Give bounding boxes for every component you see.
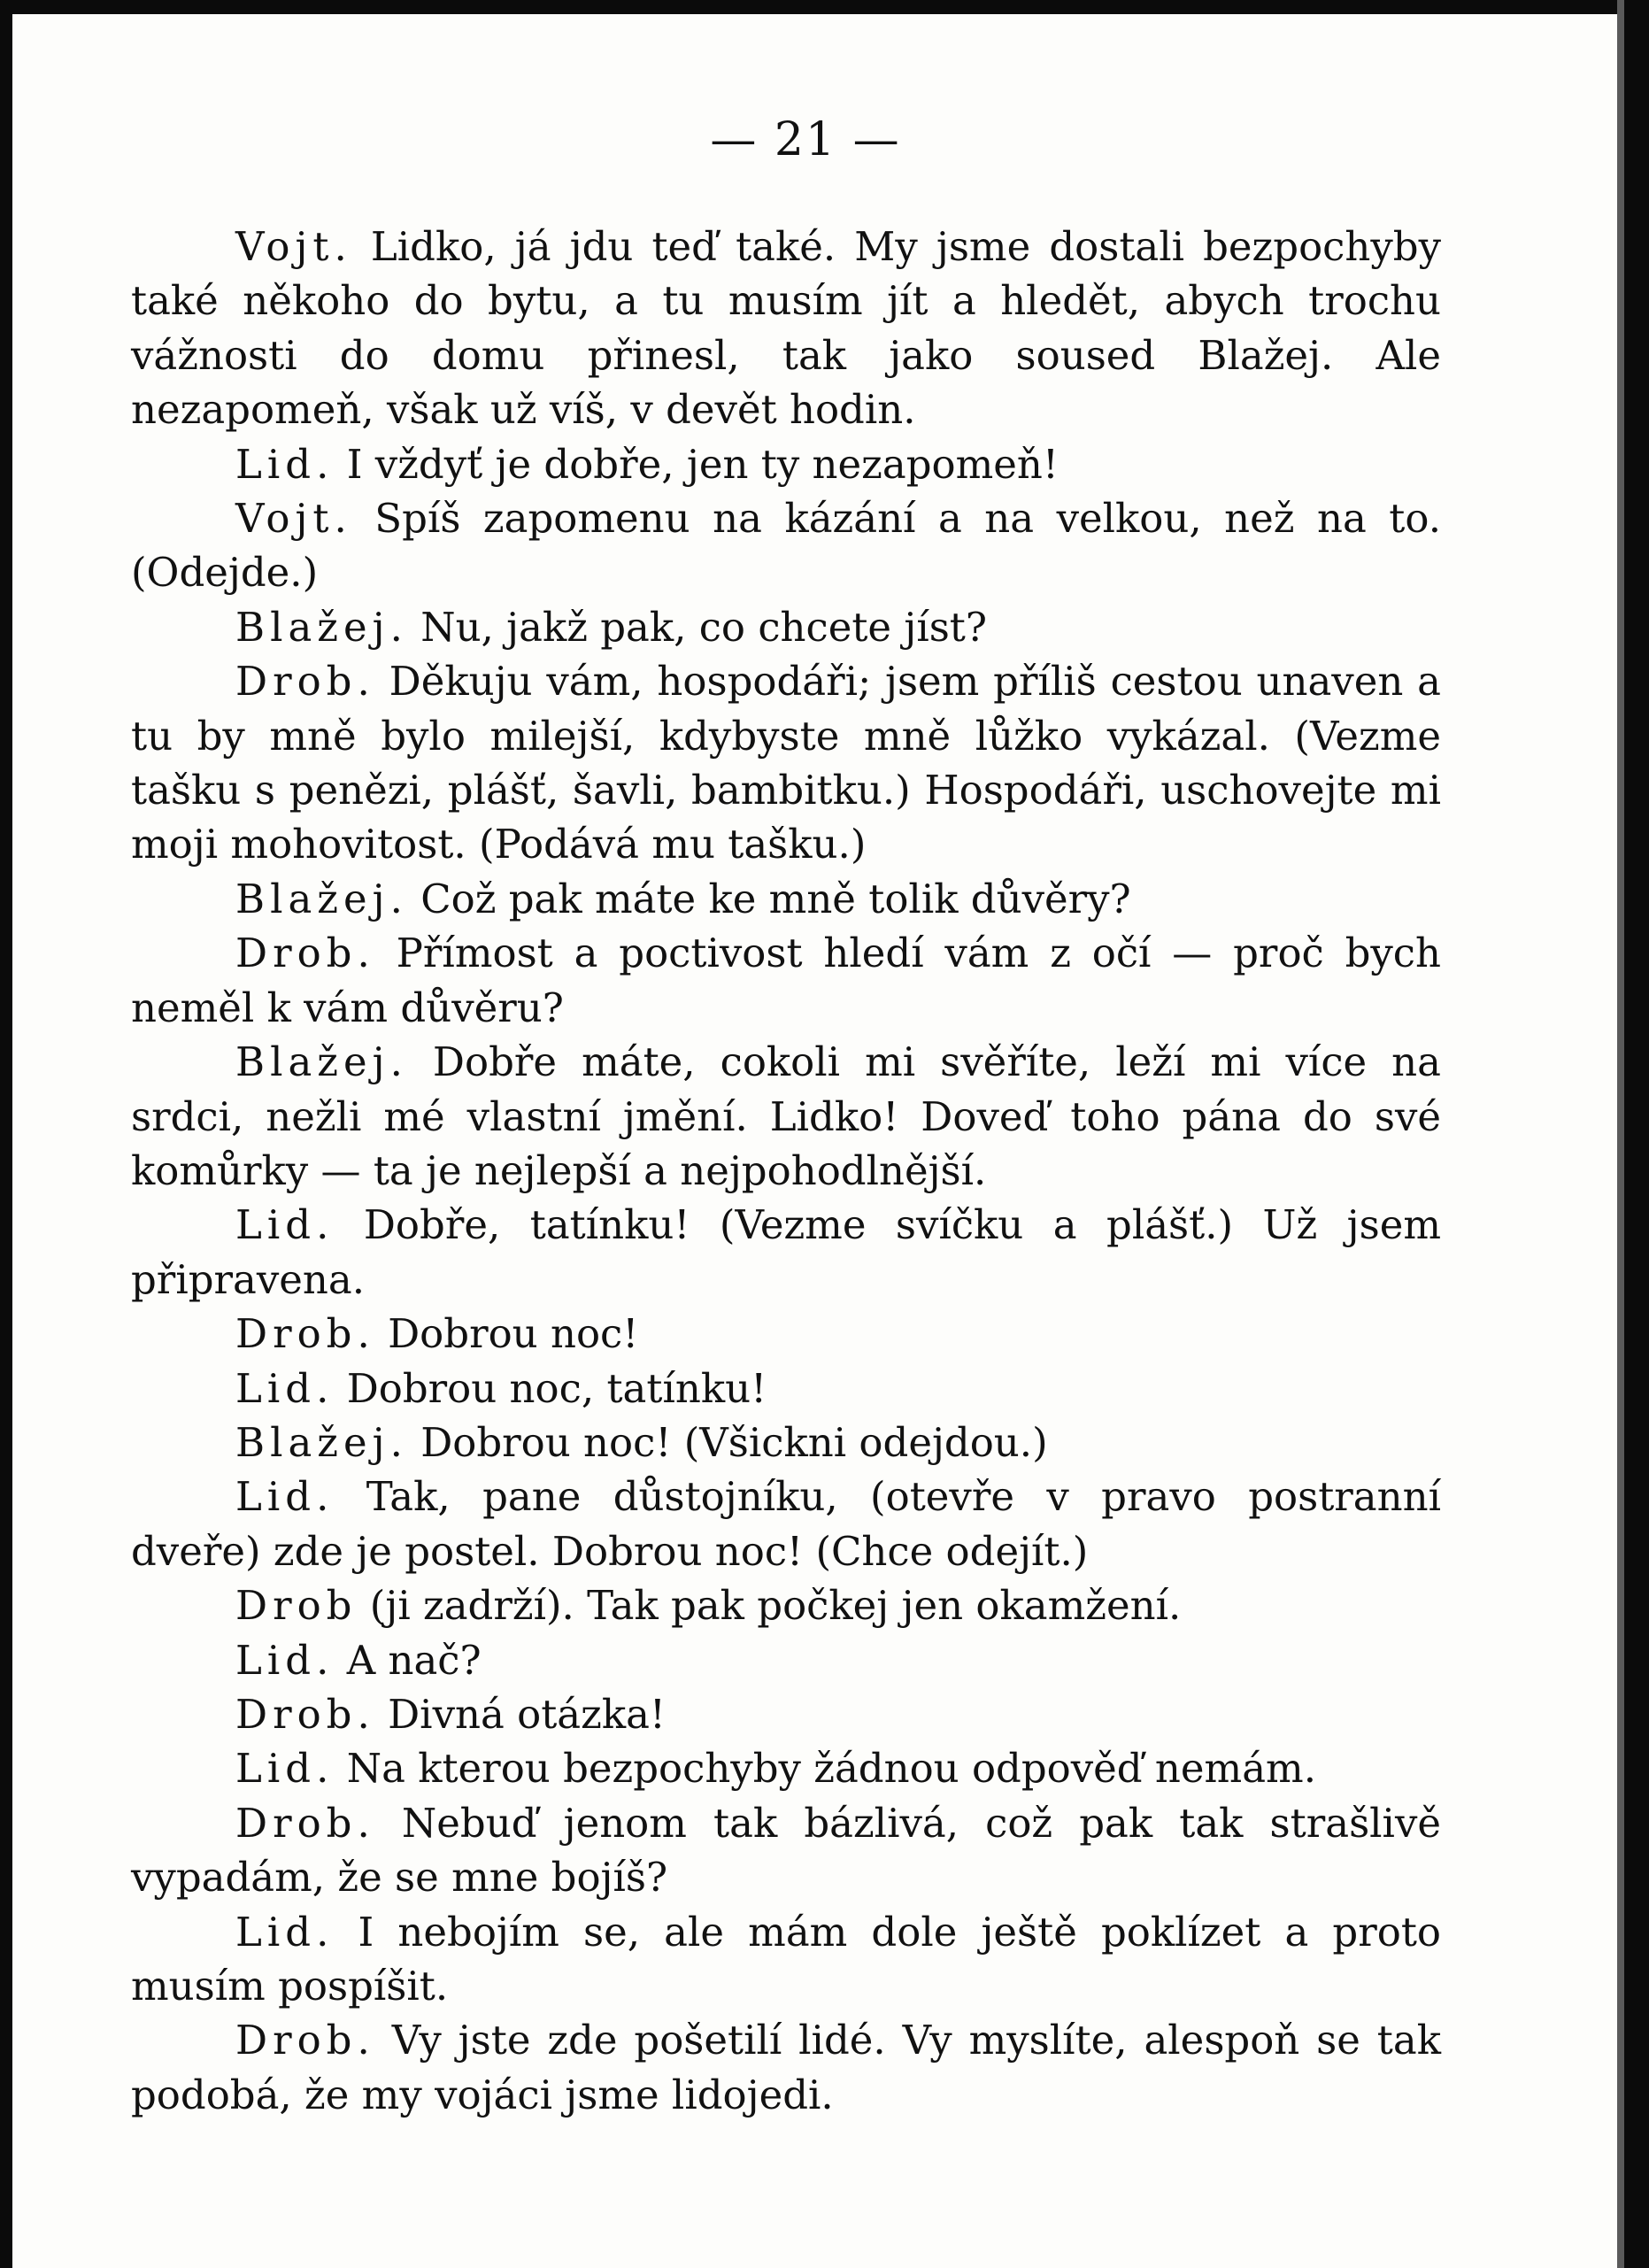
dialogue-line [131, 926, 1441, 1035]
scan-edge-right-shadow [1617, 0, 1624, 2268]
speaker-name: Vojt. [235, 495, 352, 543]
line-text: (ji zadrží). Tak pak počkej jen okamžení. [357, 1582, 1182, 1630]
dialogue-line [131, 1905, 1441, 2014]
line-text: I nebojím se, ale mám dole ještě poklízet a proto musím pospíšit. [131, 1908, 1441, 2010]
speaker-name: Drob. [235, 1690, 375, 1738]
dialogue-line [131, 2013, 1441, 2122]
line-text: Dobrou noc! (Všickni odejdou.) [407, 1418, 1048, 1466]
line-text: Což pak máte ke mně tolik důvěry? [407, 875, 1131, 922]
dialogue-line [131, 437, 1441, 491]
line-text: Dobrou noc! [374, 1310, 639, 1358]
line-text: I vždyť je dobře, jen ty nezapomeň! [334, 440, 1059, 488]
speaker-name: Lid. [235, 1745, 335, 1793]
dialogue-line [131, 491, 1441, 600]
dialogue-text [131, 220, 1441, 2122]
dialogue-line [131, 1307, 1441, 1361]
speaker-name: Lid. [235, 1473, 335, 1521]
line-text: Spíš zapomenu na kázání a na velkou, než na to. (Odejde.) [131, 495, 1441, 597]
speaker-name: Drob. [235, 1310, 375, 1358]
speaker-name: Drob. [235, 930, 375, 977]
speaker-name: Vojt. [235, 223, 352, 270]
line-text: Přímost a poctivost hledí vám z očí — proč bych neměl k vám důvěru? [131, 930, 1441, 1031]
page-number: — 21 — [710, 113, 901, 166]
speaker-name: Drob. [235, 2017, 375, 2064]
dialogue-line [131, 1741, 1441, 1795]
line-text: Dobře máte, cokoli mi svěříte, leží mi více na srdci, nežli mé vlastní jmění. Lidko! Doveď toho pána do své komůrky — ta je nejlepší a nejpohodlnější. [131, 1038, 1441, 1194]
dialogue-line [131, 600, 1441, 654]
speaker-name: Lid. [235, 1636, 335, 1684]
dialogue-line [131, 220, 1441, 437]
speaker-name: Blažej. [235, 1418, 408, 1466]
dialogue-line [131, 1796, 1441, 1905]
dialogue-line [131, 1633, 1441, 1687]
line-text: Lidko, já jdu teď také. My jsme dostali bezpochyby také někoho do bytu, a tu musím jít a hledět, abych trochu vážnosti do domu přinesl, tak jako soused Blažej. Ale nezapomeň, však už víš, v devět hodin. [131, 223, 1441, 434]
line-text: A nač? [334, 1636, 482, 1684]
line-text: Nebuď jenom tak bázlivá, což pak tak strašlivě vypadám, že se mne bojíš? [131, 1799, 1441, 1902]
speaker-name: Drob. [235, 658, 375, 706]
speaker-name: Drob. [235, 1799, 375, 1847]
dialogue-line [131, 1470, 1441, 1578]
dialogue-line [131, 1416, 1441, 1470]
scan-edge-right [1624, 0, 1649, 2268]
speaker-name: Blažej. [235, 603, 408, 651]
line-text: Tak, pane důstojníku, (otevře v pravo postranní dveře) zde je postel. Dobrou noc! (Chce odejít.) [131, 1473, 1441, 1575]
line-text: Divná otázka! [374, 1690, 667, 1738]
scan-edge-left [0, 0, 12, 2268]
speaker-name: Blažej. [235, 875, 408, 922]
dialogue-line [131, 1035, 1441, 1198]
dialogue-line [131, 1198, 1441, 1307]
line-text: Děkuju vám, hospodáři; jsem příliš cestou unaven a tu by mně bylo milejší, kdybyste mně lůžko vykázal. (Vezme tašku s penězi, plášť, šavli, bambitku.) Hospodáři, uschovejte mi moji mohovitost. (Podává mu tašku.) [131, 658, 1441, 868]
speaker-name: Lid. [235, 440, 335, 488]
dialogue-line [131, 1687, 1441, 1741]
dialogue-line [131, 1578, 1441, 1632]
line-text: Na kterou bezpochyby žádnou odpověď nemám. [334, 1745, 1317, 1793]
dialogue-line [131, 654, 1441, 872]
speaker-name: Lid. [235, 1201, 335, 1249]
scan-edge-top [0, 0, 1649, 14]
line-text: Vy jste zde pošetilí lidé. Vy myslíte, alespoň se tak podobá, že my vojáci jsme lidojedi. [131, 2017, 1441, 2118]
speaker-name: Lid. [235, 1364, 335, 1412]
dialogue-line [131, 872, 1441, 926]
line-text: Nu, jakž pak, co chcete jíst? [407, 603, 988, 651]
dialogue-line [131, 1362, 1441, 1416]
line-text: Dobře, tatínku! (Vezme svíčku a plášť.) Už jsem připravena. [131, 1201, 1441, 1303]
speaker-name: Lid. [235, 1908, 335, 1956]
line-text: Dobrou noc, tatínku! [334, 1364, 767, 1412]
speaker-name: Drob [235, 1582, 358, 1630]
speaker-name: Blažej. [235, 1038, 408, 1086]
